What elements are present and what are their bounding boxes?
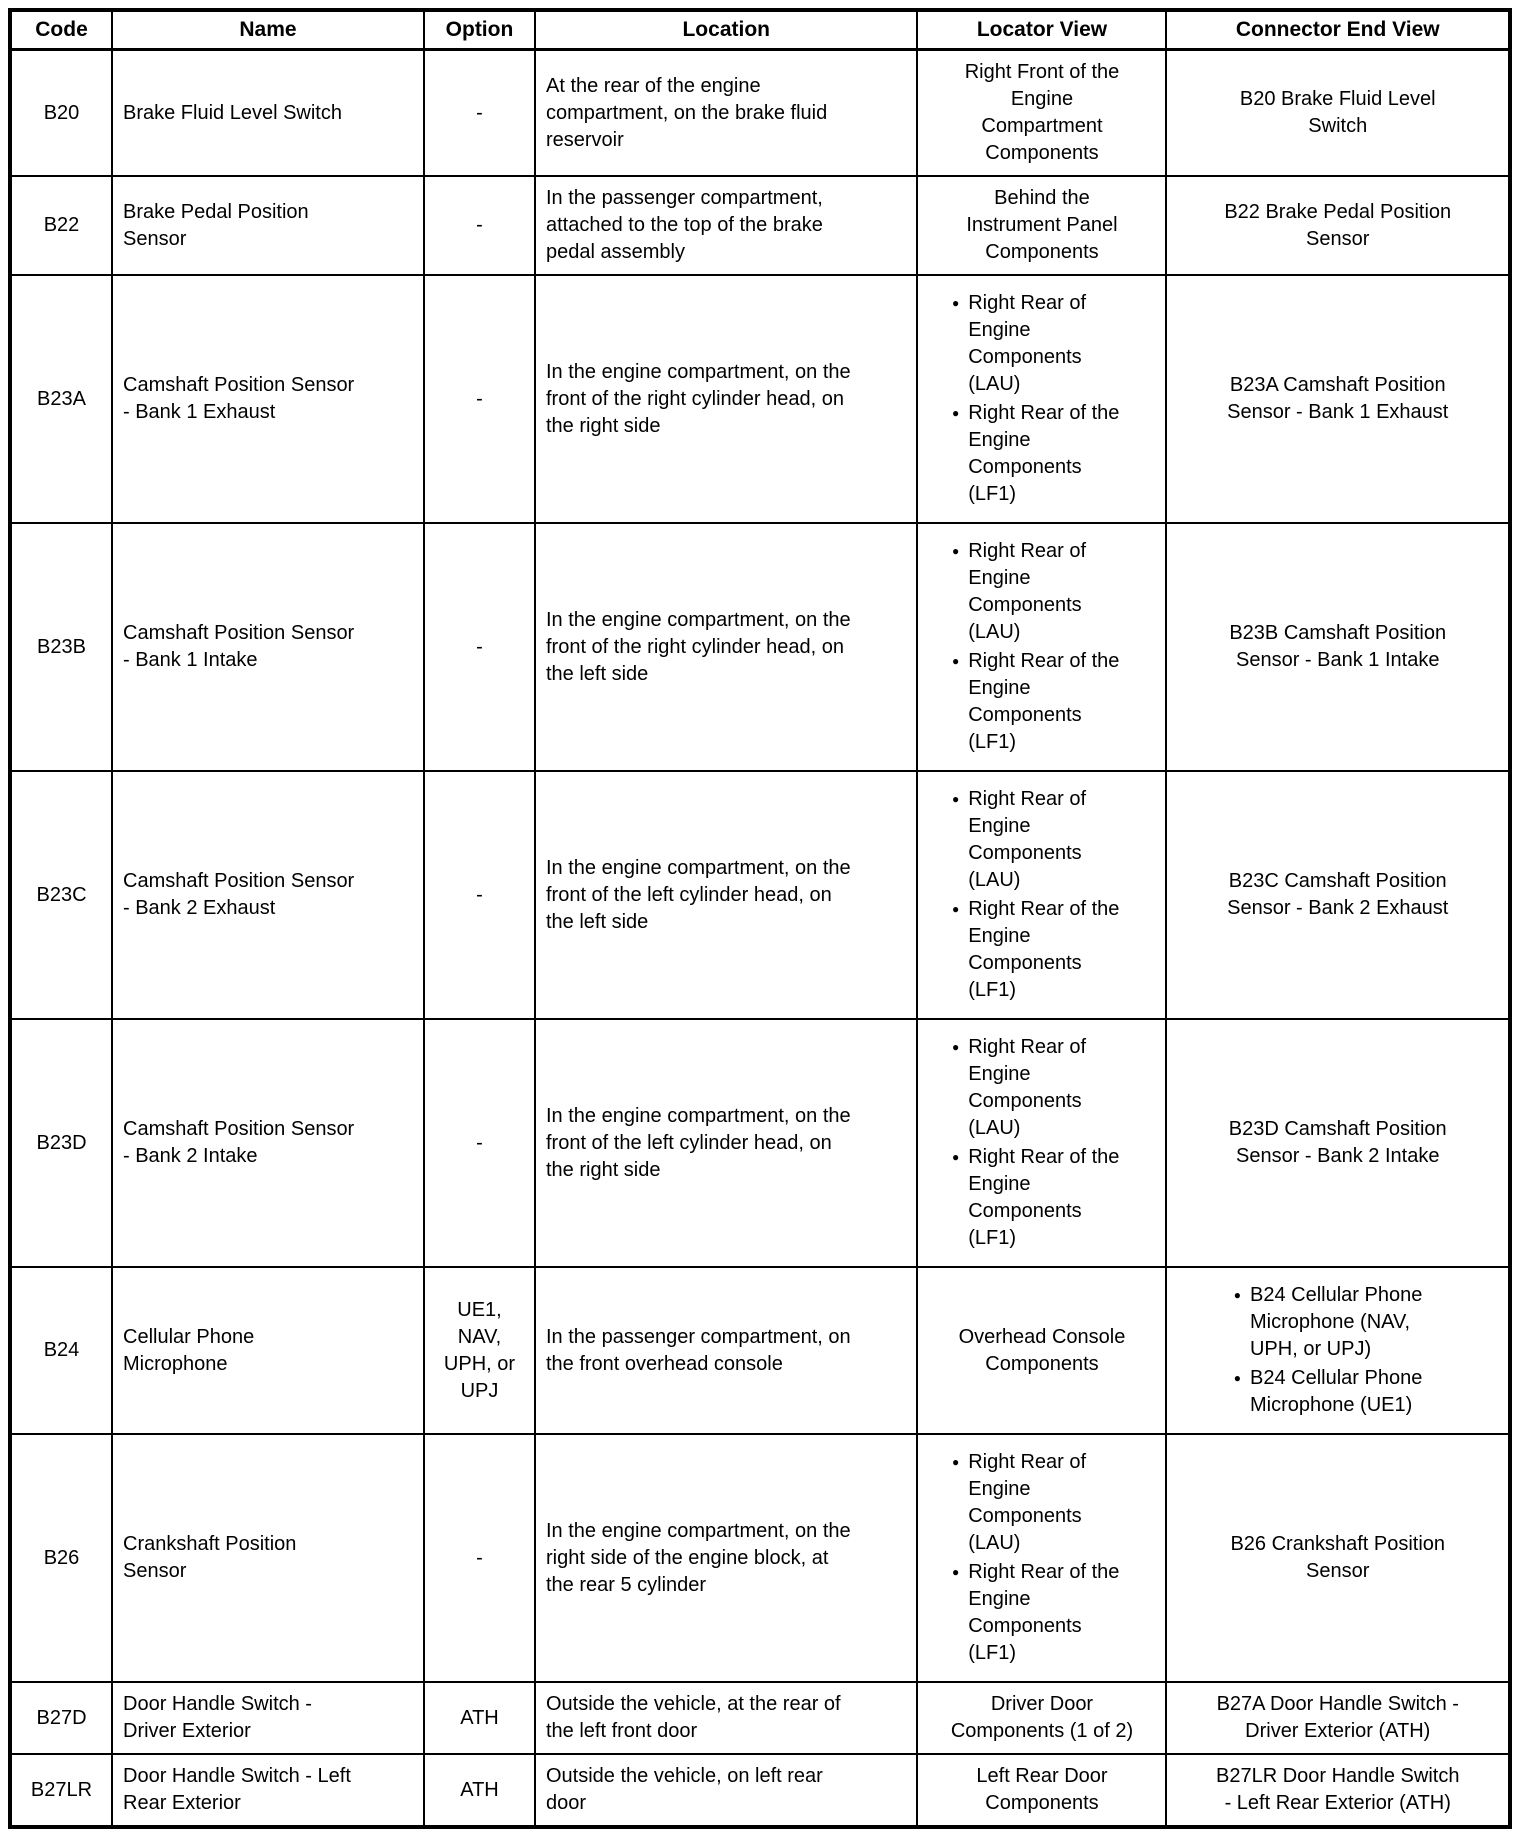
cell-locator-view <box>917 50 1166 177</box>
cell-text: B23D Camshaft Position Sensor - Bank 2 Intake <box>1228 1118 1447 1167</box>
bullet-list <box>952 786 1132 1004</box>
cell-location <box>535 1754 918 1827</box>
cell-code <box>10 1682 112 1754</box>
cell-connector-end-view <box>1166 1019 1510 1267</box>
bullet-text: Right Rear of Engine Components (LAU) <box>968 1036 1087 1139</box>
cell-name <box>112 1019 424 1267</box>
cell-connector-end-view <box>1166 1434 1510 1682</box>
cell-name <box>112 523 424 771</box>
cell-text: B23A Camshaft Position Sensor - Bank 1 Exhaust <box>1227 374 1449 423</box>
bullet-item <box>952 1144 1132 1252</box>
cell-name <box>112 1754 424 1827</box>
cell-text: B27LR Door Handle Switch - Left Rear Exterior (ATH) <box>1216 1765 1460 1814</box>
bullet-list <box>952 1034 1132 1252</box>
cell-text: Camshaft Position Sensor - Bank 1 Exhaust <box>123 374 355 423</box>
cell-text: Right Front of the Engine Compartment Components <box>964 61 1120 164</box>
header-row <box>10 10 1510 50</box>
cell-text: B23C Camshaft Position Sensor - Bank 2 Exhaust <box>1227 870 1449 919</box>
cell-text: Overhead Console Components <box>958 1325 1126 1375</box>
bullet-item <box>952 538 1132 646</box>
bullet-icon: ● <box>951 406 960 420</box>
cell-text: UE1, NAV, UPH, or UPJ <box>443 1298 516 1402</box>
cell-text: - <box>476 214 483 236</box>
cell-text: Cellular Phone Microphone <box>123 1325 255 1375</box>
cell-text: In the passenger compartment, attached to the top of the brake pedal assembly <box>545 187 823 263</box>
cell-name <box>112 1682 424 1754</box>
cell-code <box>10 275 112 523</box>
cell-name <box>112 176 424 275</box>
bullet-item <box>952 1449 1132 1557</box>
cell-name <box>112 275 424 523</box>
cell-locator-view <box>917 176 1166 275</box>
cell-text: Outside the vehicle, at the rear of the left front door <box>545 1693 841 1742</box>
cell-text: B23D <box>36 1131 87 1154</box>
cell-location <box>535 176 918 275</box>
bullet-text: Right Rear of the Engine Components (LF1) <box>968 650 1120 753</box>
cell-option <box>424 1267 535 1434</box>
bullet-list <box>952 1449 1132 1667</box>
cell-text: B24 <box>43 1339 80 1361</box>
cell-code <box>10 50 112 177</box>
cell-option <box>424 275 535 523</box>
bullet-item <box>1234 1365 1442 1419</box>
cell-code <box>10 1754 112 1827</box>
cell-text: B23C <box>36 883 87 906</box>
cell-location <box>535 1019 918 1267</box>
cell-text: B20 <box>43 101 80 124</box>
header-cell-code: Code <box>10 10 112 50</box>
cell-location <box>535 1267 918 1434</box>
cell-text: - <box>476 635 483 658</box>
bullet-item <box>952 786 1132 894</box>
table-row <box>10 1682 1510 1754</box>
cell-text: B23A <box>37 387 86 410</box>
connector-location-table <box>8 8 1512 1829</box>
header-cell-connector-end-view: Connector End View <box>1166 10 1510 50</box>
cell-text: B23B Camshaft Position Sensor - Bank 1 Intake <box>1229 622 1447 671</box>
cell-location <box>535 1682 918 1754</box>
table-row <box>10 771 1510 1019</box>
table-row <box>10 523 1510 771</box>
bullet-icon: ● <box>951 1150 960 1164</box>
bullet-list <box>952 538 1132 756</box>
cell-text: Door Handle Switch - Driver Exterior <box>123 1693 312 1742</box>
table-row <box>10 1019 1510 1267</box>
cell-text: B23B <box>37 635 86 658</box>
cell-text: In the engine compartment, on the front of the right cylinder head, on the right side <box>545 360 851 437</box>
bullet-icon: ● <box>951 1040 960 1054</box>
cell-locator-view <box>917 1267 1166 1434</box>
cell-option <box>424 176 535 275</box>
header-cell-option: Option <box>424 10 535 50</box>
cell-text: In the engine compartment, on the front of the left cylinder head, on the left side <box>545 856 851 933</box>
table-row <box>10 1754 1510 1827</box>
bullet-text: Right Rear of the Engine Components (LF1) <box>968 402 1120 505</box>
bullet-icon: ● <box>951 902 960 916</box>
cell-text: Left Rear Door Components <box>976 1765 1108 1814</box>
cell-location <box>535 523 918 771</box>
cell-text: - <box>476 1131 483 1154</box>
cell-text: ATH <box>460 1778 499 1801</box>
cell-text: B26 Crankshaft Position Sensor <box>1230 1533 1446 1582</box>
bullet-text: Right Rear of the Engine Components (LF1) <box>968 1561 1120 1664</box>
cell-option <box>424 50 535 177</box>
bullet-icon: ● <box>951 1455 960 1469</box>
cell-text: B22 <box>43 214 80 236</box>
cell-location <box>535 50 918 177</box>
table-row <box>10 50 1510 177</box>
cell-text: In the engine compartment, on the front of the right cylinder head, on the left side <box>545 608 851 685</box>
header-cell-locator-view: Locator View <box>917 10 1166 50</box>
cell-code <box>10 523 112 771</box>
cell-option <box>424 1754 535 1827</box>
cell-code <box>10 1434 112 1682</box>
cell-text: - <box>476 883 483 906</box>
bullet-text: Right Rear of the Engine Components (LF1) <box>968 1146 1120 1249</box>
cell-code <box>10 1019 112 1267</box>
cell-code <box>10 1267 112 1434</box>
bullet-icon: ● <box>951 296 960 310</box>
cell-text: Behind the Instrument Panel Components <box>966 187 1118 263</box>
cell-option <box>424 1682 535 1754</box>
cell-name <box>112 1434 424 1682</box>
cell-connector-end-view <box>1166 176 1510 275</box>
cell-connector-end-view <box>1166 1754 1510 1827</box>
bullet-text: B24 Cellular Phone Microphone (NAV, UPH, or UPJ) <box>1249 1284 1423 1360</box>
cell-option <box>424 523 535 771</box>
bullet-text: Right Rear of Engine Components (LAU) <box>968 788 1087 891</box>
bullet-text: Right Rear of Engine Components (LAU) <box>968 540 1087 643</box>
cell-text: Camshaft Position Sensor - Bank 2 Exhaust <box>123 870 355 919</box>
cell-text: Camshaft Position Sensor - Bank 2 Intake <box>123 1118 355 1167</box>
cell-option <box>424 1434 535 1682</box>
bullet-text: Right Rear of Engine Components (LAU) <box>968 292 1087 395</box>
table-row <box>10 1267 1510 1434</box>
cell-text: Door Handle Switch - Left Rear Exterior <box>123 1765 351 1814</box>
cell-text: B27D <box>36 1706 87 1729</box>
bullet-icon: ● <box>951 544 960 558</box>
bullet-icon: ● <box>951 792 960 806</box>
cell-text: Outside the vehicle, on left rear door <box>545 1765 823 1814</box>
cell-code <box>10 176 112 275</box>
bullet-item <box>952 896 1132 1004</box>
cell-text: - <box>476 1546 483 1569</box>
bullet-item <box>1234 1282 1442 1363</box>
cell-option <box>424 771 535 1019</box>
header-cell-location: Location <box>535 10 918 50</box>
bullet-text: Right Rear of the Engine Components (LF1) <box>968 898 1120 1001</box>
cell-locator-view <box>917 1682 1166 1754</box>
cell-text: In the passenger compartment, on the front overhead console <box>545 1325 851 1375</box>
bullet-item <box>952 1559 1132 1667</box>
table-row <box>10 275 1510 523</box>
cell-text: Crankshaft Position Sensor <box>123 1533 297 1582</box>
cell-locator-view <box>917 1434 1166 1682</box>
cell-locator-view <box>917 1019 1166 1267</box>
bullet-item <box>952 400 1132 508</box>
cell-code <box>10 771 112 1019</box>
cell-location <box>535 1434 918 1682</box>
cell-name <box>112 771 424 1019</box>
cell-text: B27LR <box>30 1778 93 1801</box>
cell-text: B20 Brake Fluid Level Switch <box>1239 88 1436 137</box>
bullet-item <box>952 1034 1132 1142</box>
cell-text: Brake Pedal Position Sensor <box>123 200 309 250</box>
cell-connector-end-view <box>1166 771 1510 1019</box>
cell-connector-end-view <box>1166 275 1510 523</box>
cell-locator-view <box>917 771 1166 1019</box>
cell-text: Brake Fluid Level Switch <box>123 101 342 124</box>
cell-text: Driver Door Components (1 of 2) <box>950 1693 1134 1742</box>
cell-option <box>424 1019 535 1267</box>
bullet-text: Right Rear of Engine Components (LAU) <box>968 1451 1087 1554</box>
bullet-icon: ● <box>951 654 960 668</box>
bullet-text: B24 Cellular Phone Microphone (UE1) <box>1249 1367 1423 1416</box>
cell-text: - <box>476 387 483 410</box>
cell-locator-view <box>917 523 1166 771</box>
header-cell-name: Name <box>112 10 424 50</box>
table-body <box>10 50 1510 1828</box>
cell-location <box>535 275 918 523</box>
table-header <box>10 10 1510 50</box>
cell-connector-end-view <box>1166 1682 1510 1754</box>
cell-text: B22 Brake Pedal Position Sensor <box>1224 200 1452 250</box>
cell-text: In the engine compartment, on the front of the left cylinder head, on the right side <box>545 1104 851 1181</box>
bullet-icon: ● <box>1233 1371 1241 1385</box>
bullet-list <box>1234 1282 1442 1419</box>
cell-text: Camshaft Position Sensor - Bank 1 Intake <box>123 622 355 671</box>
bullet-item <box>952 648 1132 756</box>
bullet-icon: ● <box>951 1565 960 1579</box>
table-row <box>10 176 1510 275</box>
cell-connector-end-view <box>1166 50 1510 177</box>
cell-text: B27A Door Handle Switch - Driver Exterior (ATH) <box>1216 1693 1459 1742</box>
cell-text: At the rear of the engine compartment, on the brake fluid reservoir <box>545 74 828 151</box>
cell-text: In the engine compartment, on the right side of the engine block, at the rear 5 cylinder <box>545 1519 851 1596</box>
cell-name <box>112 50 424 177</box>
table-row <box>10 1434 1510 1682</box>
bullet-list <box>952 290 1132 508</box>
cell-connector-end-view <box>1166 1267 1510 1434</box>
cell-text: ATH <box>460 1706 499 1729</box>
cell-locator-view <box>917 1754 1166 1827</box>
cell-name <box>112 1267 424 1434</box>
cell-connector-end-view <box>1166 523 1510 771</box>
bullet-icon: ● <box>1233 1288 1241 1302</box>
bullet-item <box>952 290 1132 398</box>
cell-text: B26 <box>43 1546 80 1569</box>
cell-locator-view <box>917 275 1166 523</box>
cell-text: - <box>476 101 483 124</box>
cell-location <box>535 771 918 1019</box>
